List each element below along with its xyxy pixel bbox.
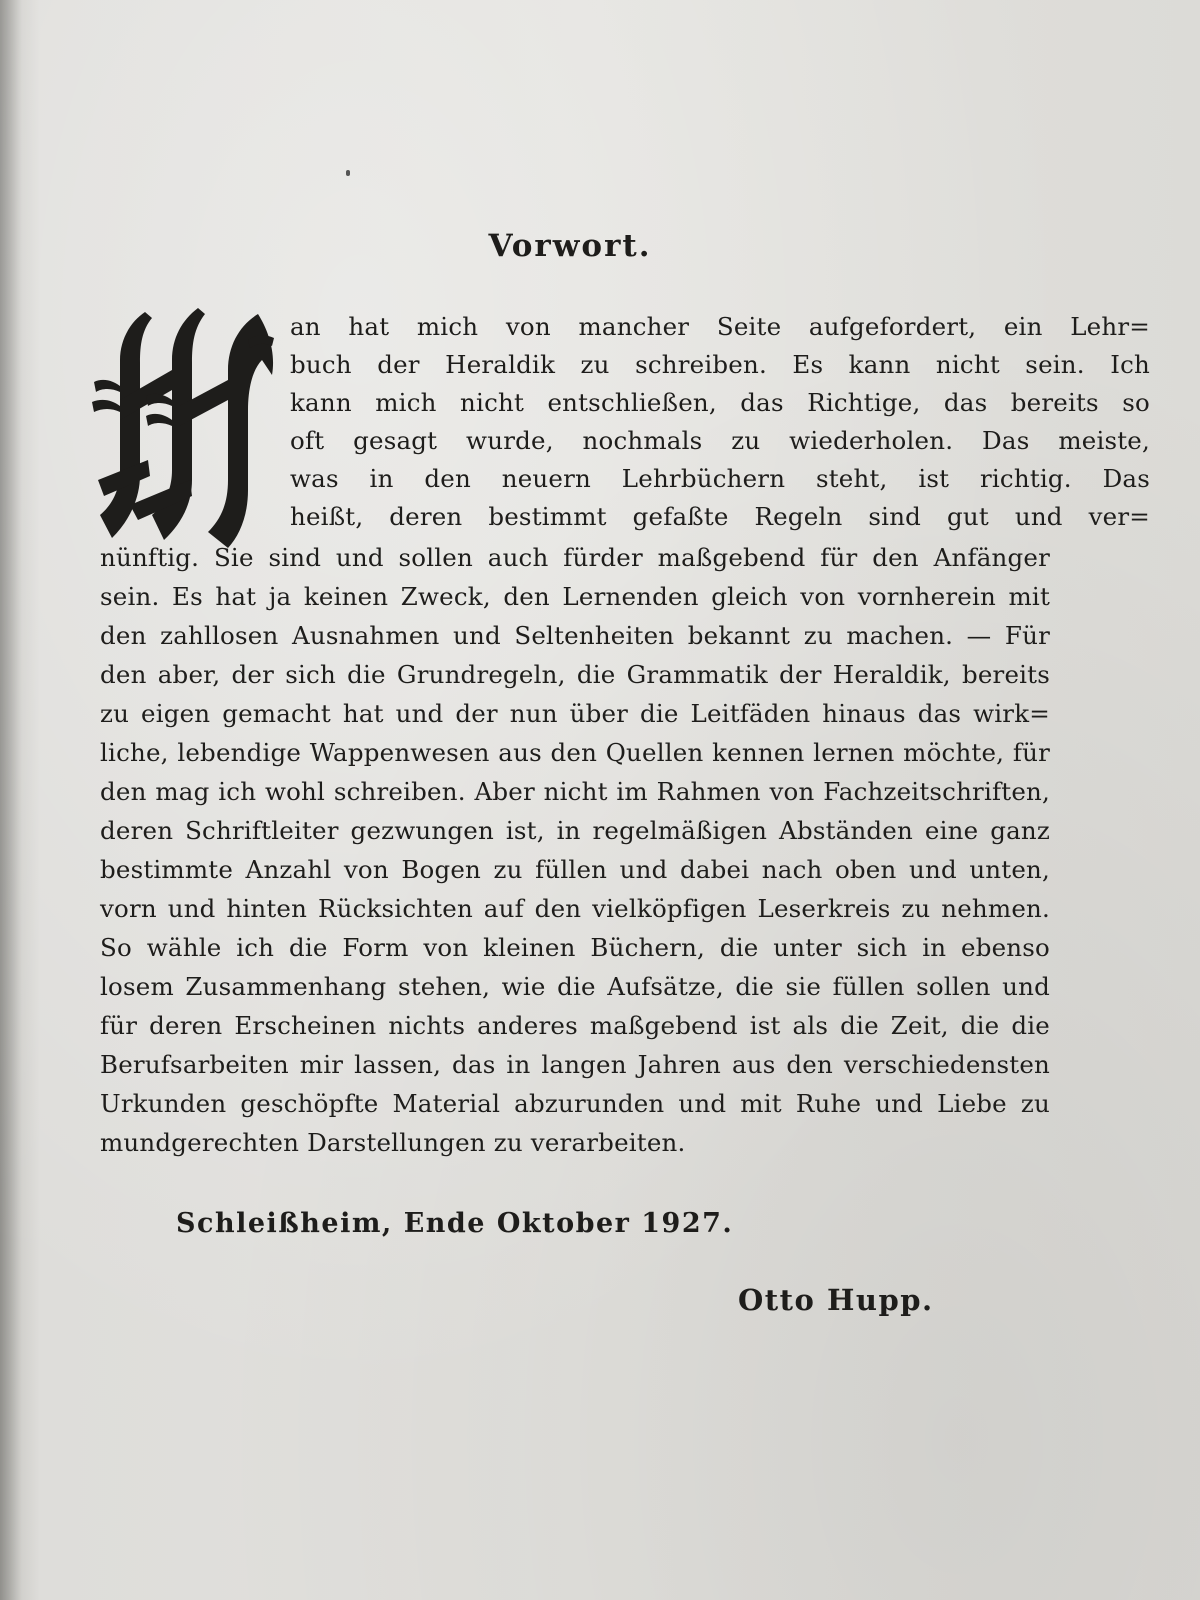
dropcap-m-icon: [90, 300, 280, 552]
text-line: buch der Heraldik zu schreiben. Es kann nicht sein. Ich: [290, 350, 1150, 379]
text-line: den mag ich wohl schreiben. Aber nicht im Rahmen von Fachzeitschriften,: [100, 777, 1050, 806]
text-line: den aber, der sich die Grundregeln, die Grammatik der Heraldik, bereits: [100, 660, 1050, 689]
text-line: mundgerechten Darstellungen zu verarbeiten.: [100, 1128, 686, 1157]
text-line: deren Schriftleiter gezwungen ist, in regelmäßigen Abständen eine ganz: [100, 816, 1050, 845]
paper-speck: [346, 170, 350, 176]
text-line: liche, lebendige Wappenwesen aus den Quellen kennen lernen möchte, für: [100, 738, 1050, 767]
text-line: So wähle ich die Form von kleinen Büchern, die unter sich in ebenso: [100, 933, 1050, 962]
text-line: zu eigen gemacht hat und der nun über die Leitfäden hinaus das wirk=: [100, 699, 1050, 728]
text-line: für deren Erscheinen nichts anderes maßgebend ist als die Zeit, die die: [100, 1011, 1050, 1040]
author-signature: Otto Hupp.: [738, 1283, 934, 1317]
place-date-line: Schleißheim, Ende Oktober 1927.: [176, 1208, 734, 1239]
text-line: Berufsarbeiten mir lassen, das in langen Jahren aus den verschiedensten: [100, 1050, 1050, 1079]
text-line: den zahllosen Ausnahmen und Seltenheiten bekannt zu machen. — Für: [100, 621, 1050, 650]
text-line: nünftig. Sie sind und sollen auch fürder maßgebend für den Anfänger: [100, 543, 1050, 572]
text-line: oft gesagt wurde, nochmals zu wiederholen. Das meiste,: [290, 426, 1150, 455]
text-line: bestimmte Anzahl von Bogen zu füllen und dabei nach oben und unten,: [100, 855, 1050, 884]
text-line: losem Zusammenhang stehen, wie die Aufsätze, die sie füllen sollen und: [100, 972, 1050, 1001]
text-line: an hat mich von mancher Seite aufgefordert, ein Lehr=: [290, 312, 1150, 341]
text-line: heißt, deren bestimmt gefaßte Regeln sind gut und ver=: [290, 502, 1150, 531]
text-line: Urkunden geschöpfte Material abzurunden und mit Ruhe und Liebe zu: [100, 1089, 1050, 1118]
text-line: vorn und hinten Rücksichten auf den vielköpfigen Leserkreis zu nehmen.: [100, 894, 1050, 923]
text-line: sein. Es hat ja keinen Zweck, den Lernenden gleich von vornherein mit: [100, 582, 1050, 611]
text-line: was in den neuern Lehrbüchern steht, ist richtig. Das: [290, 464, 1150, 493]
dropcap-m-ornament: [90, 300, 280, 552]
text-line: kann mich nicht entschließen, das Richtige, das bereits so: [290, 388, 1150, 417]
page-title: Vorwort.: [488, 228, 652, 264]
